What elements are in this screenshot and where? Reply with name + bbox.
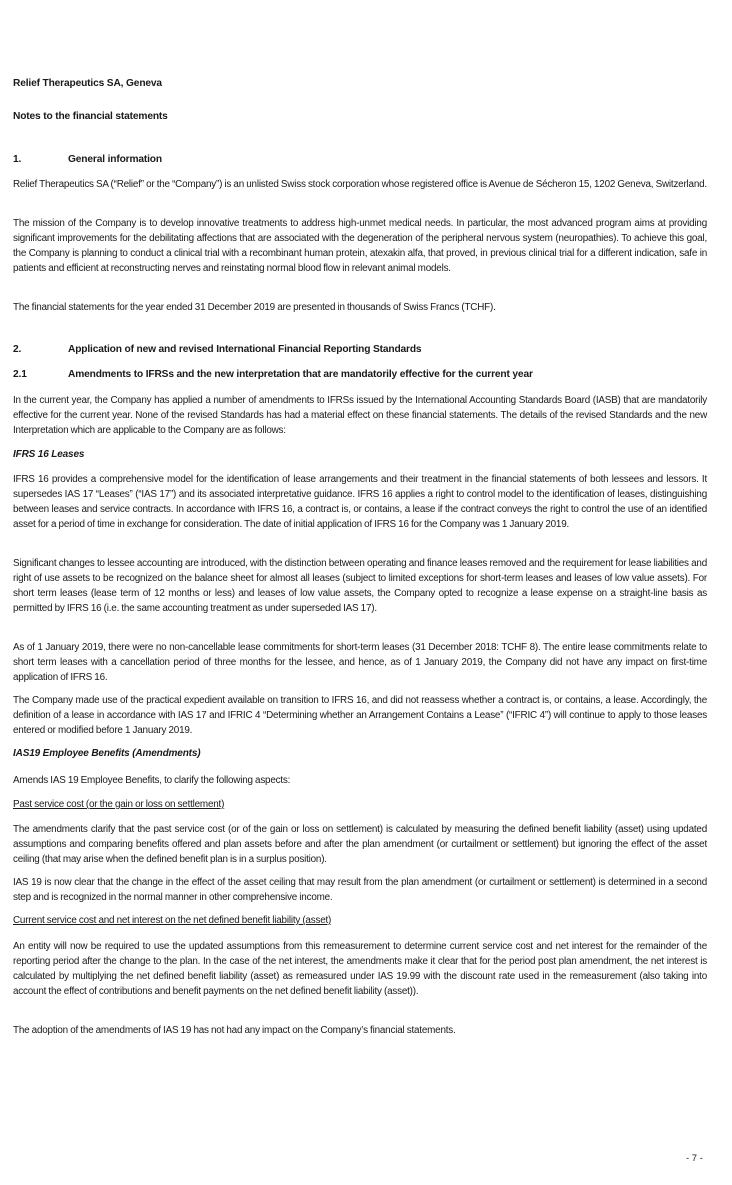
page-number: - 7 - [686,1153,703,1164]
section-1-paragraph-2: The mission of the Company is to develop innovative treatments to address high-unmet medical needs. In particular, the most advanced program aims at providing significant improvements for the debilitating affections that are associated with the degeneration of the peripheral nervous system (neuropathies). To achieve this goal, the Company is planning to conduct a clinical trial with a recombinant human protein, atexakin alfa, that proved, in previous clinical trial for a different indication, safe in patients and efficient at reconstructing nerves and reinstating normal blood flow in relevant animal models. [13,218,707,274]
ifrs16-paragraph-2: Significant changes to lessee accounting are introduced, with the distinction between operating and finance leases removed and the requirement for lease liabilities and right of use assets to be recognized on the balance sheet for almost all leases (subject to limited exceptions for short-term leases and leases of low value assets). For short term leases (lease term of 12 months or less) and leases of low value assets, the Company opted to recognize a lease expense on a straight-line basis as permitted by IFRS 16 (i.e. the same accounting treatment as under superseded IAS 17). [13,558,707,614]
past-service-paragraph-2: IAS 19 is now clear that the change in the effect of the asset ceiling that may result from the plan amendment (or curtailment or settlement) is determined in a second step and is recognized in the normal manner in other comprehensive income. [13,877,707,903]
company-name: Relief Therapeutics SA, Geneva [13,78,162,89]
current-service-paragraph-1: An entity will now be required to use the updated assumptions from this remeasurement to determine current service cost and net interest for the remainder of the reporting period after the change to the plan. In the case of the net interest, the amendments make it clear that for the period post plan amendment, the net interest is calculated by multiplying the net defined benefit liability (asset) as remeasured under IAS 19.99 with the discount rate used in the remeasurement (also taking into account the effect of contributions and benefit payments on the net defined benefit liability (asset)). [13,941,707,997]
ifrs16-paragraph-1: IFRS 16 provides a comprehensive model for the identification of lease arrangements and their treatment in the financial statements of both lessees and lessors. It supersedes IAS 17 “Leases” (“IAS 17”) and its associated interpretative guidance. IFRS 16 applies a right to control model to the identification of leases, distinguishing between leases and service contracts. In accordance with IFRS 16, a contract is, or contains, a lease if the contract conveys the right to control the use of an identified asset for a period of time in exchange for consideration. The date of initial application of IFRS 16 for the Company was 1 January 2019. [13,474,707,530]
ifrs16-paragraph-4: The Company made use of the practical expedient available on transition to IFRS 16, and did not reassess whether a contract is, or contains, a lease. Accordingly, the definition of a lease in accordance with IAS 17 and IFRIC 4 “Determining whether an Arrangement Contains a Lease” (“IFRIC 4”) will continue to apply to those leases entered or modified before 1 January 2019. [13,695,707,736]
section-1-title: General information [68,154,162,165]
past-service-paragraph-1: The amendments clarify that the past service cost (or of the gain or loss on settlement) is calculated by measuring the defined benefit liability (asset) using updated assumptions and comparing benefits offered and plan assets before and after the plan amendment (or curtailment or settlement) but ignoring the effect of the asset ceiling (that may arise when the defined benefit plan is in a surplus position). [13,824,707,865]
section-1-paragraph-1: Relief Therapeutics SA (“Relief” or the “Company”) is an unlisted Swiss stock corporation whose registered office is Avenue de Sécheron 15, 1202 Geneva, Switzerland. [13,179,707,190]
ias19-heading: IAS19 Employee Benefits (Amendments) [13,748,201,759]
section-2-1-intro: In the current year, the Company has applied a number of amendments to IFRSs issued by the International Accounting Standards Board (IASB) that are mandatorily effective for the current year. None of the revised Standards has had a material effect on these financial statements. The details of the revised Standards and the new Interpretation which are applicable to the Company are as follows: [13,395,707,436]
current-service-cost-heading: Current service cost and net interest on the net defined benefit liability (asset) [13,915,332,926]
section-2-1-number: 2.1 [13,369,27,380]
ifrs16-paragraph-3: As of 1 January 2019, there were no non-cancellable lease commitments for short-term leases (31 December 2018: TCHF 8). The entire lease commitments relate to short term leases with a cancellation period of three months for the lessee, and hence, as of 1 January 2019, the Company did not have any impact on first-time application of IFRS 16. [13,642,707,683]
past-service-cost-heading: Past service cost (or the gain or loss on settlement) [13,799,225,810]
ifrs16-heading: IFRS 16 Leases [13,449,85,460]
section-2-number: 2. [13,344,22,355]
section-2-title: Application of new and revised International Financial Reporting Standards [68,344,422,355]
section-2-1-heading [13,369,533,380]
document-title: Notes to the financial statements [13,111,168,122]
section-1-paragraph-3: The financial statements for the year ended 31 December 2019 are presented in thousands of Swiss Francs (TCHF). [13,302,496,313]
ias19-intro: Amends IAS 19 Employee Benefits, to clarify the following aspects: [13,775,291,786]
section-1-heading [13,154,162,165]
section-1-number: 1. [13,154,22,165]
section-2-1-title: Amendments to IFRSs and the new interpretation that are mandatorily effective for the current year [68,369,533,380]
section-2-heading [13,344,421,355]
current-service-paragraph-2: The adoption of the amendments of IAS 19 has not had any impact on the Company’s financial statements. [13,1025,456,1036]
